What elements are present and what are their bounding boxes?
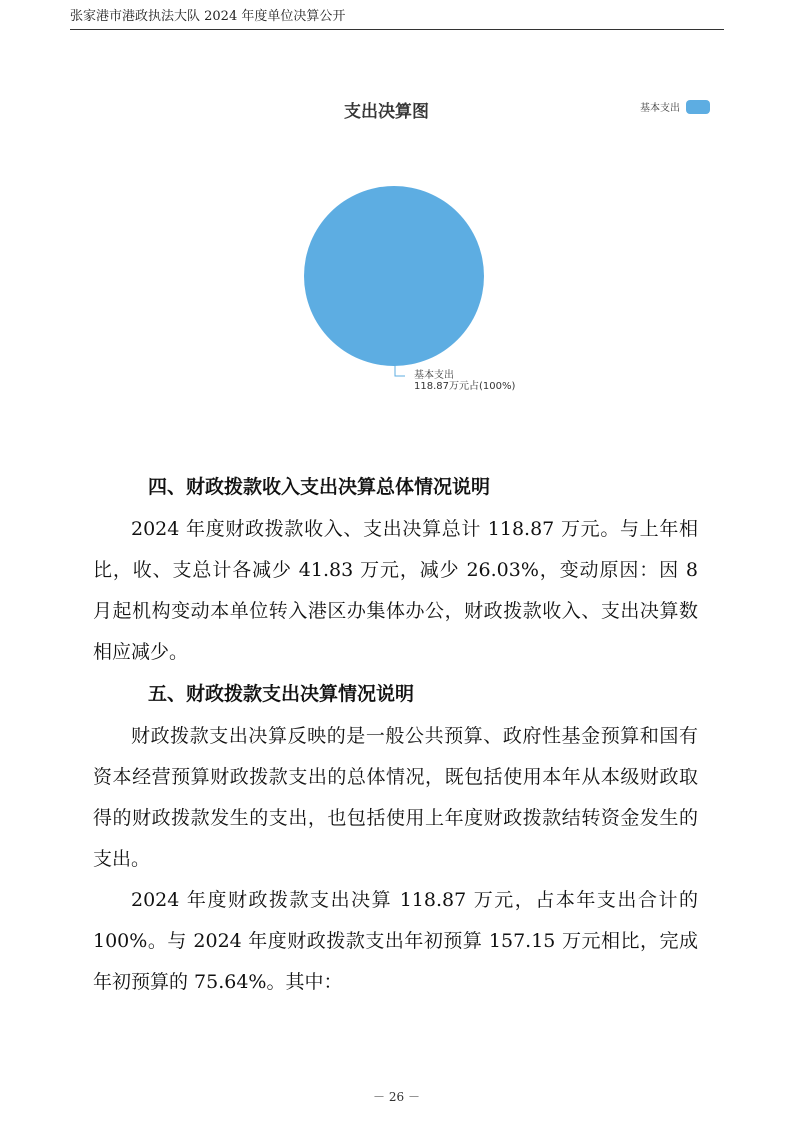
chart-title: 支出决算图 (344, 102, 429, 122)
section4-heading: 四、财政拨款收入支出决算总体情况说明 (148, 476, 491, 498)
pie-svg (0, 0, 793, 440)
legend-label: 基本支出 (640, 103, 680, 114)
pie-label-value: 118.87万元占(100%) (414, 381, 516, 392)
expenditure-pie-chart (0, 0, 793, 440)
pie-slice-0 (304, 186, 484, 366)
section5-heading: 五、财政拨款支出决算情况说明 (148, 683, 415, 705)
section5-paragraph-2: 2024 年度财政拨款支出决算 118.87 万元，占本年支出合计的 100%。与 2024 年度财政拨款支出年初预算 157.15 万元相比，完成年初预算的 75.64%。其中： (93, 889, 698, 993)
running-header: 张家港市港政执法大队 2024 年度单位决算公开 (70, 8, 724, 30)
section5-paragraph-1: 财政拨款支出决算反映的是一般公共预算、政府性基金预算和国有资本经营预算财政拨款支出的总体情况，既包括使用本年从本级财政取得的财政拨款发生的支出，也包括使用上年度财政拨款结转资金发生的支出。 (93, 725, 698, 870)
section4-paragraph: 2024 年度财政拨款收入、支出决算总计 118.87 万元。与上年相比，收、支总计各减少 41.83 万元，减少 26.03%，变动原因：因 8 月起机构变动本单位转入港区办集体办公，财政拨款收入、支出决算数相应减少。 (93, 518, 698, 663)
page-number: － 26 － (373, 1090, 420, 1104)
pie-label-category: 基本支出 (414, 370, 454, 381)
pie-leader-line (395, 365, 405, 376)
